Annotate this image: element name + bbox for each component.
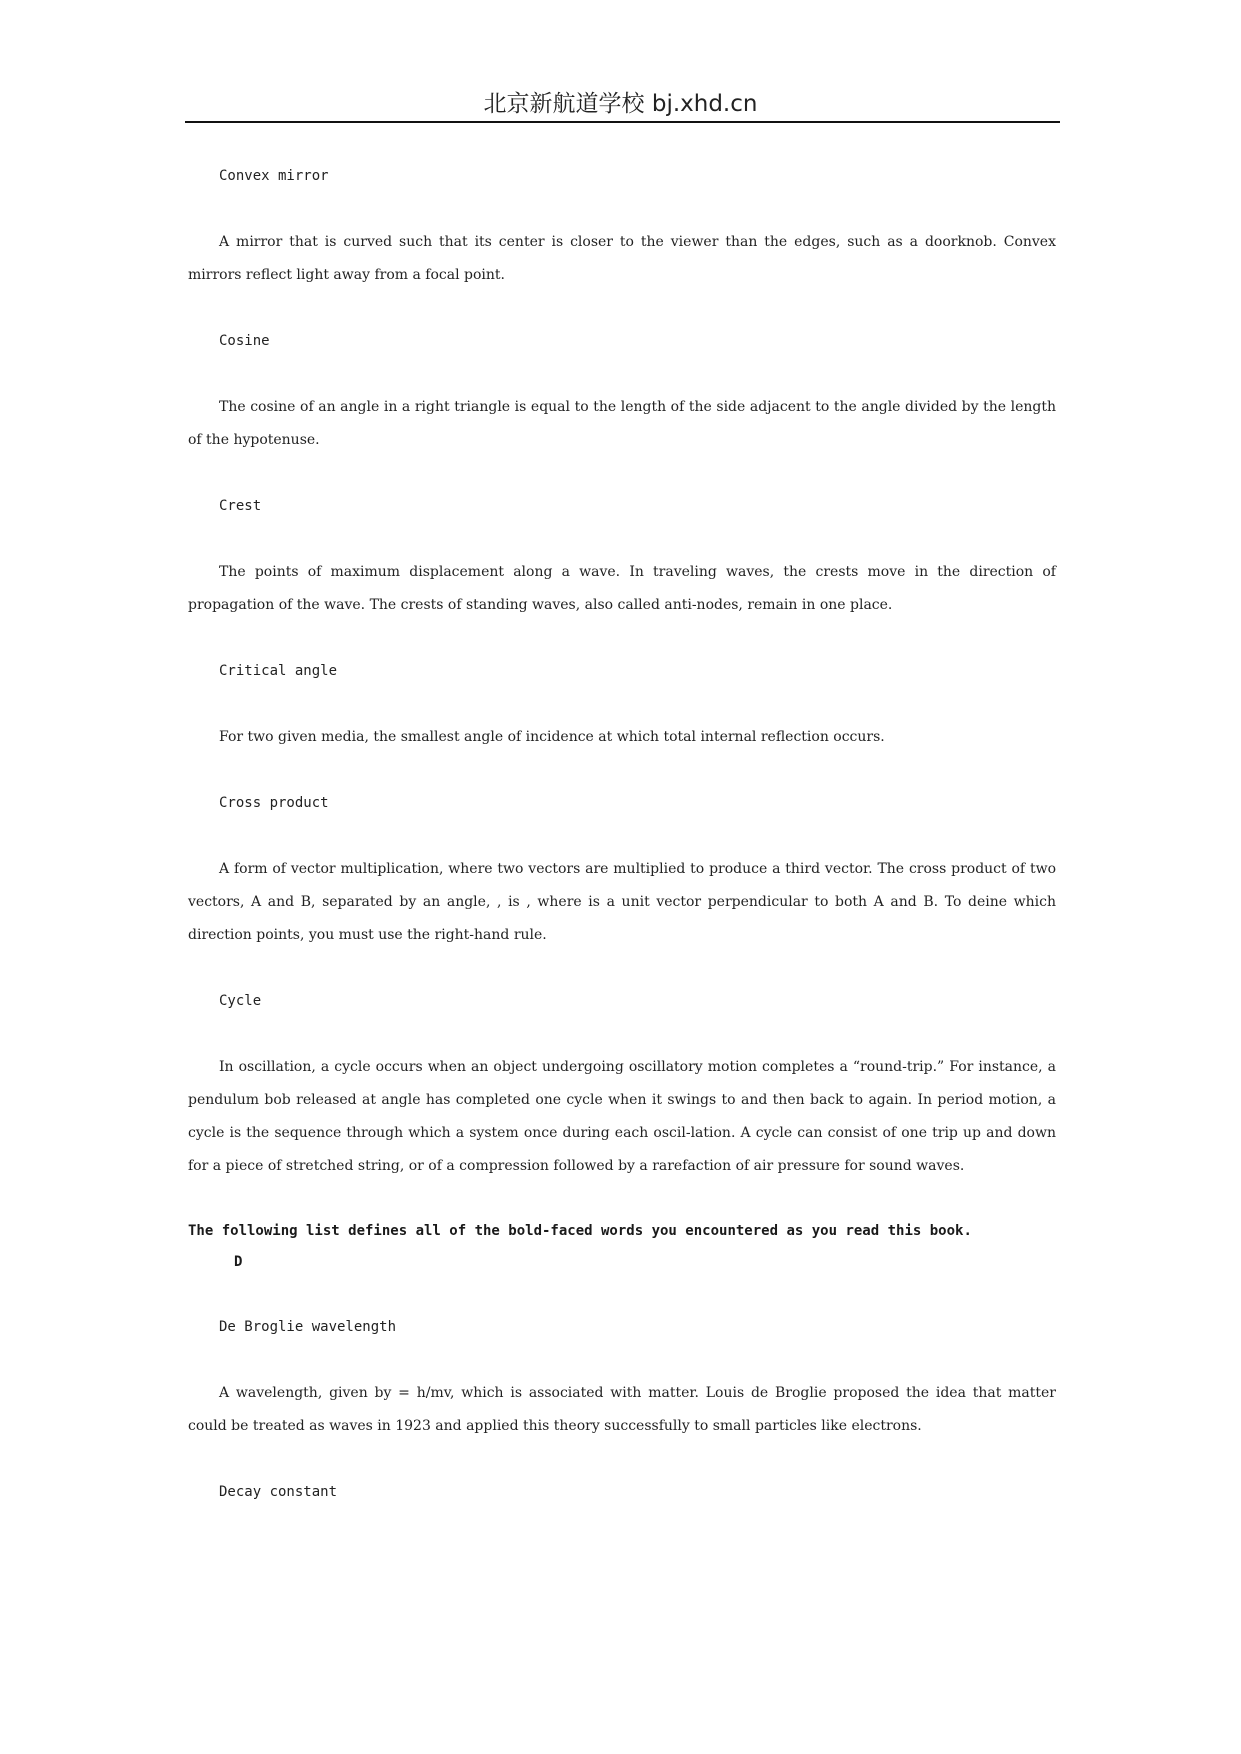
- page-header-title: 北京新航道学校 bj.xhd.cn: [483, 91, 758, 117]
- glossary-term: Convex mirror: [219, 168, 329, 184]
- glossary-definition: A mirror that is curved such that its center is closer to the viewer than the edges, such as a doorknob. Convex mirrors reflect light away from a focal point.: [188, 234, 1056, 283]
- header-divider: [185, 121, 1060, 123]
- glossary-definition: The points of maximum displacement along a wave. In traveling waves, the crests move in the direction of propagation of the wave. The crests of standing waves, also called anti-nodes, remain in one place.: [188, 564, 1056, 613]
- glossary-definition: A wavelength, given by = h/mv, which is associated with matter. Louis de Broglie proposed the idea that matter could be treated as waves in 1923 and applied this theory successfully to small particles like electrons.: [188, 1385, 1056, 1434]
- glossary-definition: In oscillation, a cycle occurs when an object undergoing oscillatory motion completes a “round-trip.” For instance, a pendulum bob released at angle has completed one cycle when it swings to and then back to again. In period motion, a cycle is the sequence through which a system once during each oscil-lation. A cycle can consist of one trip up and down for a piece of stretched string, or of a compression followed by a rarefaction of air pressure for sound waves.: [188, 1059, 1056, 1174]
- glossary-term: Cross product: [219, 795, 329, 811]
- glossary-term: Crest: [219, 498, 262, 514]
- section-letter: D: [234, 1254, 243, 1270]
- glossary-definition: A form of vector multiplication, where two vectors are multiplied to produce a third vector. The cross product of two vectors, A and B, separated by an angle, , is , where is a unit vector perpendicular to both A and B. To deine which direction points, you must use the right-hand rule.: [188, 861, 1056, 943]
- glossary-term: De Broglie wavelength: [219, 1319, 397, 1335]
- glossary-term: Cycle: [219, 993, 262, 1009]
- section-note: The following list defines all of the bold-faced words you encountered as you read this book.: [188, 1223, 972, 1239]
- glossary-content: [188, 160, 1056, 1509]
- glossary-term: Cosine: [219, 333, 270, 349]
- glossary-term: Decay constant: [219, 1484, 338, 1500]
- glossary-definition: For two given media, the smallest angle of incidence at which total internal reflection occurs.: [219, 729, 885, 745]
- glossary-definition: The cosine of an angle in a right triangle is equal to the length of the side adjacent to the angle divided by the length of the hypotenuse.: [188, 399, 1056, 448]
- glossary-term: Critical angle: [219, 663, 338, 679]
